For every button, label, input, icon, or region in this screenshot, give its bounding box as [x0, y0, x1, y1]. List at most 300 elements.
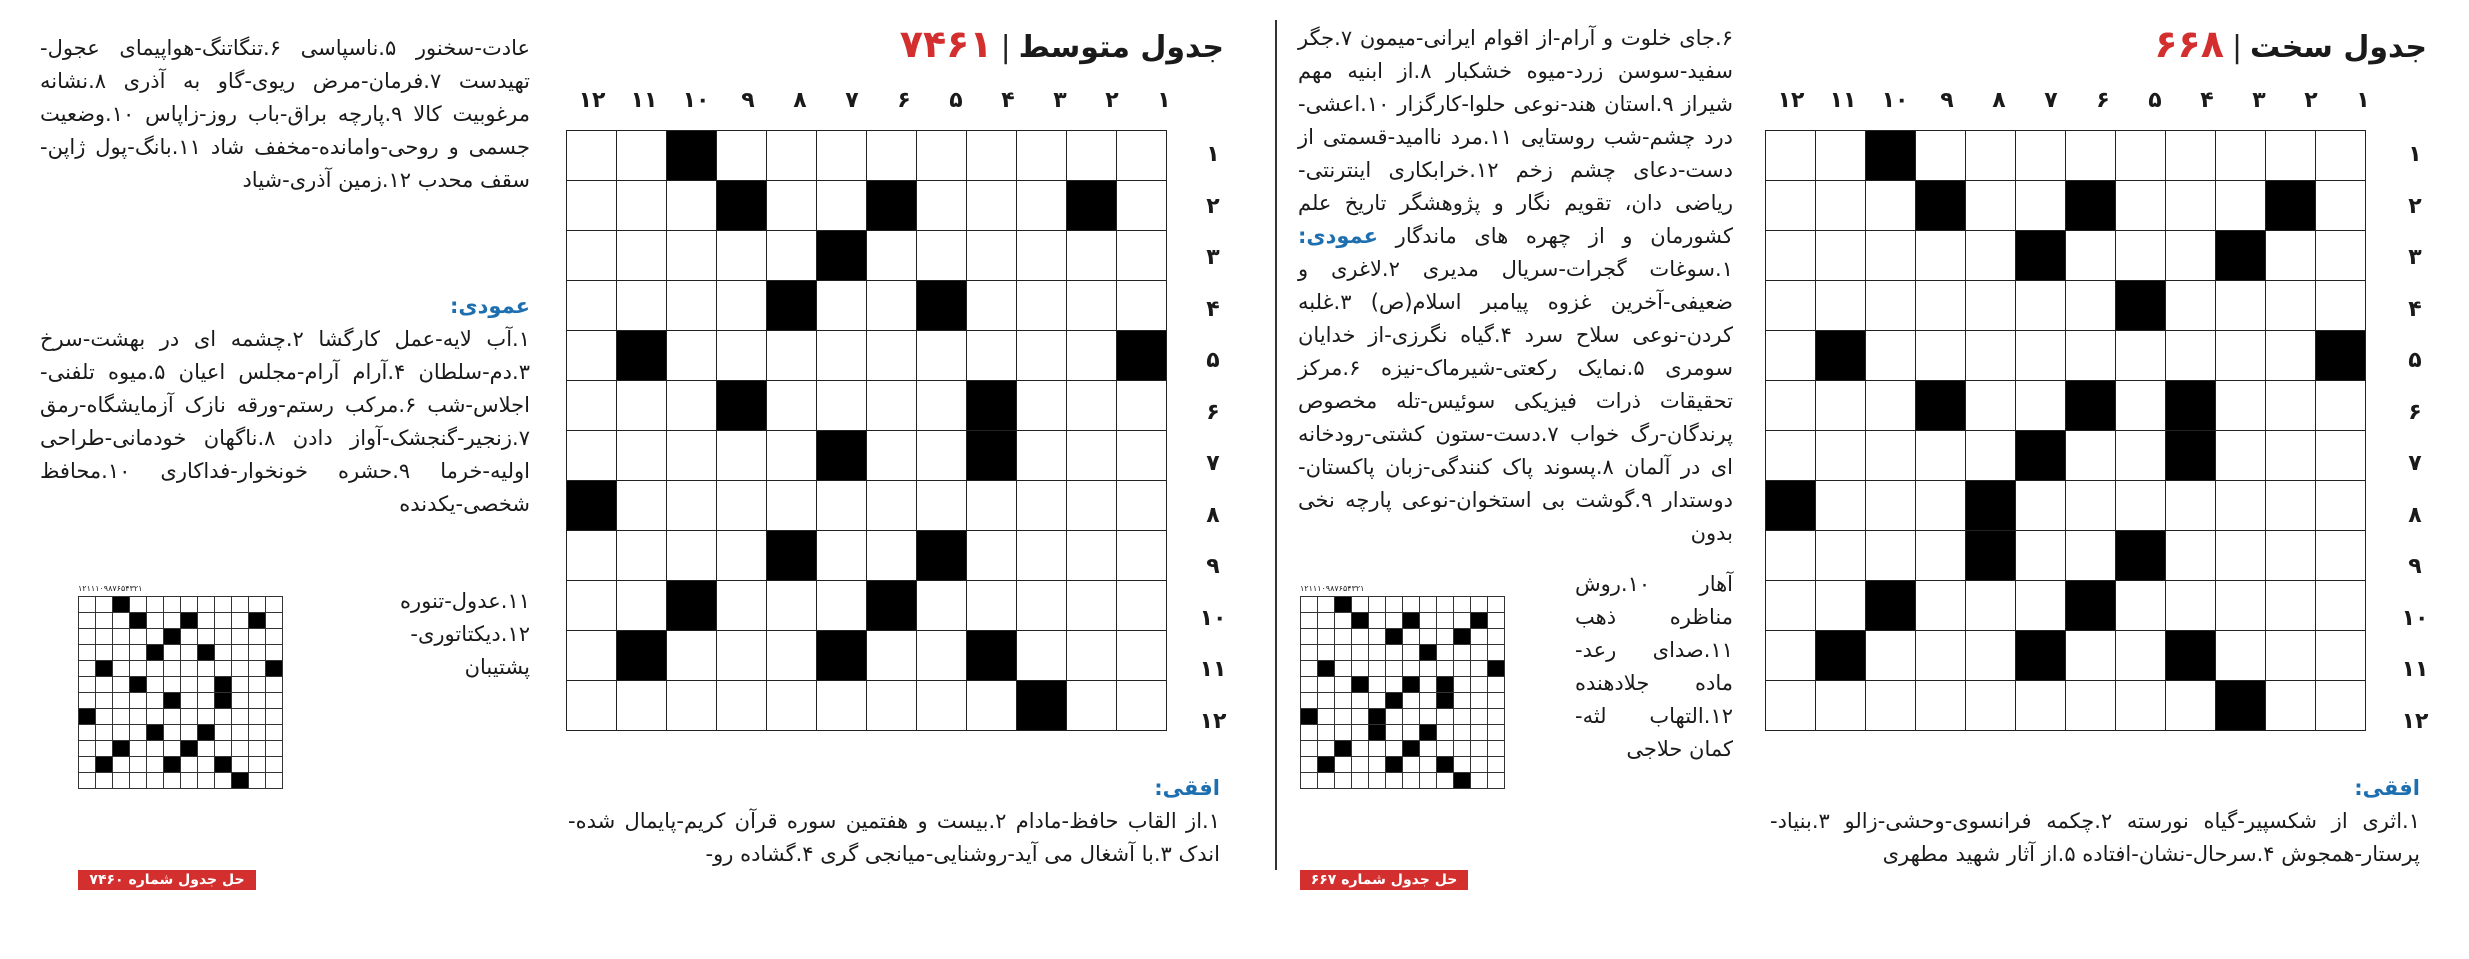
grid-cell[interactable] — [617, 231, 667, 281]
grid-cell[interactable] — [2016, 281, 2066, 331]
grid-cell[interactable] — [2216, 581, 2266, 631]
grid-cell[interactable] — [2266, 381, 2316, 431]
hard-crossword-grid[interactable] — [1765, 130, 2366, 731]
grid-cell[interactable] — [1117, 581, 1167, 631]
grid-cell[interactable] — [1866, 681, 1916, 731]
grid-cell[interactable] — [2066, 681, 2116, 731]
mini-cell — [1369, 661, 1386, 677]
grid-cell[interactable] — [817, 331, 867, 381]
grid-cell[interactable] — [967, 131, 1017, 181]
grid-cell[interactable] — [617, 131, 667, 181]
grid-cell[interactable] — [967, 281, 1017, 331]
grid-cell[interactable] — [1916, 281, 1966, 331]
grid-cell[interactable] — [567, 381, 617, 431]
mini-cell — [215, 741, 232, 757]
black-cell — [967, 431, 1017, 481]
grid-cell[interactable] — [617, 181, 667, 231]
grid-cell[interactable] — [1017, 431, 1067, 481]
grid-cell[interactable] — [1117, 681, 1167, 731]
grid-cell[interactable] — [2116, 481, 2166, 531]
grid-cell[interactable] — [667, 481, 717, 531]
grid-cell[interactable] — [1017, 581, 1067, 631]
grid-cell[interactable] — [2216, 381, 2266, 431]
grid-cell[interactable] — [1966, 331, 2016, 381]
grid-cell[interactable] — [817, 581, 867, 631]
grid-cell[interactable] — [1816, 381, 1866, 431]
mini-black-cell — [232, 773, 249, 789]
grid-cell[interactable] — [2266, 631, 2316, 681]
grid-cell[interactable] — [1017, 331, 1067, 381]
grid-cell[interactable] — [567, 331, 617, 381]
grid-cell[interactable] — [1067, 581, 1117, 631]
grid-cell[interactable] — [1766, 681, 1816, 731]
grid-cell[interactable] — [2066, 431, 2116, 481]
grid-cell[interactable] — [1017, 481, 1067, 531]
grid-cell[interactable] — [2316, 531, 2366, 581]
grid-cell[interactable] — [1766, 331, 1816, 381]
mini-cell — [1335, 645, 1352, 661]
grid-cell[interactable] — [1816, 131, 1866, 181]
mini-black-cell — [215, 693, 232, 709]
grid-cell[interactable] — [1117, 281, 1167, 331]
grid-cell[interactable] — [867, 481, 917, 531]
mini-cell — [198, 693, 215, 709]
grid-cell[interactable] — [667, 231, 717, 281]
grid-cell[interactable] — [1816, 681, 1866, 731]
grid-cell[interactable] — [2016, 531, 2066, 581]
grid-cell[interactable] — [2316, 281, 2366, 331]
grid-cell[interactable] — [1966, 231, 2016, 281]
grid-cell[interactable] — [617, 531, 667, 581]
mini-cell — [1471, 597, 1488, 613]
grid-cell[interactable] — [667, 381, 717, 431]
grid-cell[interactable] — [1916, 131, 1966, 181]
grid-cell[interactable] — [767, 181, 817, 231]
grid-cell[interactable] — [767, 481, 817, 531]
grid-cell[interactable] — [1117, 231, 1167, 281]
grid-cell[interactable] — [667, 681, 717, 731]
grid-cell[interactable] — [1816, 281, 1866, 331]
grid-cell[interactable] — [817, 181, 867, 231]
grid-cell[interactable] — [2216, 131, 2266, 181]
mini-cell — [1471, 677, 1488, 693]
mini-cell — [1437, 597, 1454, 613]
grid-cell[interactable] — [1017, 281, 1067, 331]
grid-cell[interactable] — [617, 481, 667, 531]
mini-row — [1301, 661, 1505, 677]
grid-cell[interactable] — [2116, 181, 2166, 231]
grid-cell[interactable] — [717, 131, 767, 181]
grid-cell[interactable] — [867, 131, 917, 181]
grid-cell[interactable] — [617, 431, 667, 481]
grid-cell[interactable] — [2066, 281, 2116, 331]
mini-cell — [1335, 773, 1352, 789]
grid-cell[interactable] — [1766, 381, 1816, 431]
grid-cell[interactable] — [1766, 531, 1816, 581]
grid-cell[interactable] — [1117, 481, 1167, 531]
mini-row — [79, 773, 283, 789]
grid-cell[interactable] — [1117, 431, 1167, 481]
black-cell — [867, 181, 917, 231]
grid-cell[interactable] — [1866, 381, 1916, 431]
mini-cell — [113, 661, 130, 677]
grid-cell[interactable] — [2166, 181, 2216, 231]
medium-solution-label: حل جدول شماره ۷۴۶۰ — [89, 872, 245, 888]
grid-cell[interactable] — [2116, 231, 2166, 281]
grid-cell[interactable] — [717, 581, 767, 631]
grid-cell[interactable] — [767, 681, 817, 731]
grid-cell[interactable] — [617, 381, 667, 431]
grid-cell[interactable] — [717, 481, 767, 531]
grid-cell[interactable] — [2316, 581, 2366, 631]
grid-cell[interactable] — [2316, 631, 2366, 681]
grid-cell[interactable] — [2266, 481, 2316, 531]
grid-cell[interactable] — [2116, 581, 2166, 631]
mini-cell — [79, 725, 96, 741]
grid-cell[interactable] — [1766, 281, 1816, 331]
grid-cell[interactable] — [617, 681, 667, 731]
black-cell — [917, 281, 967, 331]
grid-cell[interactable] — [2216, 331, 2266, 381]
mini-cell — [1301, 741, 1318, 757]
grid-cell[interactable] — [917, 631, 967, 681]
grid-cell[interactable] — [717, 231, 767, 281]
grid-cell[interactable] — [2016, 681, 2066, 731]
mini-cell — [198, 757, 215, 773]
grid-cell[interactable] — [817, 131, 867, 181]
grid-cell[interactable] — [2066, 131, 2116, 181]
grid-cell[interactable] — [1816, 581, 1866, 631]
grid-cell[interactable] — [867, 431, 917, 481]
grid-cell[interactable] — [1816, 531, 1866, 581]
mini-black-cell — [1403, 677, 1420, 693]
grid-cell[interactable] — [1067, 281, 1117, 331]
grid-cell[interactable] — [1117, 131, 1167, 181]
grid-cell[interactable] — [817, 281, 867, 331]
grid-cell[interactable] — [1017, 231, 1067, 281]
row-number: ۱ — [1206, 142, 1220, 167]
grid-cell[interactable] — [817, 681, 867, 731]
grid-cell[interactable] — [1017, 181, 1067, 231]
grid-cell[interactable] — [967, 681, 1017, 731]
grid-cell[interactable] — [1816, 181, 1866, 231]
grid-cell[interactable] — [1966, 631, 2016, 681]
mini-cell — [1420, 709, 1437, 725]
mini-row — [1301, 629, 1505, 645]
grid-cell[interactable] — [917, 581, 967, 631]
grid-cell[interactable] — [2316, 431, 2366, 481]
grid-cell[interactable] — [2266, 681, 2316, 731]
grid-cell[interactable] — [917, 331, 967, 381]
grid-cell[interactable] — [2316, 481, 2366, 531]
grid-cell[interactable] — [2266, 131, 2316, 181]
mini-cell — [1301, 629, 1318, 645]
medium-down-tail-text: ۱۱.عدول-تنوره ۱۲.دیکتاتوری-پشتیبان — [400, 589, 530, 679]
grid-cell[interactable] — [917, 231, 967, 281]
mini-cell — [130, 597, 147, 613]
mini-cell — [232, 613, 249, 629]
grid-cell[interactable] — [1067, 131, 1117, 181]
grid-cell[interactable] — [567, 431, 617, 481]
grid-cell[interactable] — [2116, 381, 2166, 431]
grid-cell[interactable] — [2166, 281, 2216, 331]
grid-cell[interactable] — [2116, 681, 2166, 731]
grid-cell[interactable] — [717, 681, 767, 731]
grid-cell[interactable] — [1766, 231, 1816, 281]
grid-cell[interactable] — [1766, 631, 1816, 681]
grid-cell[interactable] — [967, 481, 1017, 531]
column-number: ۵ — [2148, 88, 2162, 113]
column-number: ۷ — [845, 88, 859, 113]
grid-cell[interactable] — [2166, 581, 2216, 631]
grid-cell[interactable] — [1966, 431, 2016, 481]
mini-cell — [79, 645, 96, 661]
grid-cell[interactable] — [967, 231, 1017, 281]
grid-cell[interactable] — [1866, 181, 1916, 231]
grid-cell[interactable] — [2216, 631, 2266, 681]
grid-cell[interactable] — [1067, 531, 1117, 581]
grid-cell[interactable] — [2266, 231, 2316, 281]
grid-cell[interactable] — [1966, 131, 2016, 181]
grid-cell[interactable] — [567, 131, 617, 181]
grid-cell[interactable] — [2066, 231, 2116, 281]
grid-cell[interactable] — [2016, 131, 2066, 181]
grid-cell[interactable] — [717, 431, 767, 481]
grid-cell[interactable] — [817, 381, 867, 431]
grid-cell[interactable] — [767, 431, 817, 481]
black-cell — [1766, 481, 1816, 531]
grid-cell[interactable] — [717, 631, 767, 681]
grid-cell[interactable] — [617, 281, 667, 331]
grid-cell[interactable] — [1067, 231, 1117, 281]
grid-cell[interactable] — [2116, 631, 2166, 681]
grid-cell[interactable] — [567, 581, 617, 631]
grid-cell[interactable] — [2216, 481, 2266, 531]
mini-cell — [1335, 677, 1352, 693]
grid-cell[interactable] — [2166, 681, 2216, 731]
mini-cell — [113, 613, 130, 629]
grid-cell[interactable] — [1067, 331, 1117, 381]
grid-cell[interactable] — [1916, 581, 1966, 631]
grid-cell[interactable] — [2166, 481, 2216, 531]
grid-cell[interactable] — [1966, 681, 2016, 731]
grid-cell[interactable] — [1117, 631, 1167, 681]
grid-cell[interactable] — [867, 381, 917, 431]
grid-cell[interactable] — [1816, 481, 1866, 531]
grid-cell[interactable] — [567, 631, 617, 681]
grid-cell[interactable] — [1017, 131, 1067, 181]
grid-cell[interactable] — [1766, 181, 1816, 231]
grid-cell[interactable] — [1017, 381, 1067, 431]
grid-cell[interactable] — [1067, 381, 1117, 431]
grid-cell[interactable] — [2166, 131, 2216, 181]
grid-cell[interactable] — [567, 531, 617, 581]
grid-cell[interactable] — [2016, 481, 2066, 531]
grid-cell[interactable] — [2216, 431, 2266, 481]
grid-cell[interactable] — [1067, 431, 1117, 481]
grid-cell[interactable] — [1866, 531, 1916, 581]
grid-cell[interactable] — [867, 681, 917, 731]
column-number: ۱۰ — [1881, 88, 1909, 113]
grid-cell[interactable] — [767, 231, 817, 281]
grid-row — [567, 331, 1167, 381]
grid-cell[interactable] — [967, 181, 1017, 231]
grid-cell[interactable] — [1017, 631, 1067, 681]
grid-cell[interactable] — [867, 231, 917, 281]
grid-cell[interactable] — [917, 381, 967, 431]
grid-cell[interactable] — [967, 331, 1017, 381]
grid-cell[interactable] — [1916, 231, 1966, 281]
grid-cell[interactable] — [1766, 581, 1816, 631]
grid-cell[interactable] — [2016, 181, 2066, 231]
grid-cell[interactable] — [917, 181, 967, 231]
mini-cell — [215, 645, 232, 661]
grid-cell[interactable] — [2316, 381, 2366, 431]
grid-cell[interactable] — [1866, 431, 1916, 481]
grid-row — [1766, 431, 2366, 481]
grid-cell[interactable] — [2216, 181, 2266, 231]
grid-cell[interactable] — [917, 481, 967, 531]
mini-black-cell — [198, 725, 215, 741]
black-cell — [1816, 331, 1866, 381]
grid-cell[interactable] — [1916, 631, 1966, 681]
grid-cell[interactable] — [667, 431, 717, 481]
grid-cell[interactable] — [1766, 431, 1816, 481]
grid-cell[interactable] — [1916, 331, 1966, 381]
grid-cell[interactable] — [917, 681, 967, 731]
black-cell — [617, 331, 667, 381]
grid-cell[interactable] — [667, 331, 717, 381]
grid-cell[interactable] — [1966, 281, 2016, 331]
grid-cell[interactable] — [1866, 481, 1916, 531]
grid-cell[interactable] — [1916, 531, 1966, 581]
grid-cell[interactable] — [767, 131, 817, 181]
grid-cell[interactable] — [2166, 331, 2216, 381]
grid-cell[interactable] — [2016, 581, 2066, 631]
column-number: ۹ — [741, 88, 755, 113]
medium-crossword-grid[interactable] — [566, 130, 1167, 731]
grid-cell[interactable] — [1866, 231, 1916, 281]
grid-cell[interactable] — [2116, 431, 2166, 481]
grid-cell[interactable] — [2216, 281, 2266, 331]
grid-cell[interactable] — [1816, 431, 1866, 481]
grid-cell[interactable] — [1067, 631, 1117, 681]
grid-cell[interactable] — [1067, 481, 1117, 531]
grid-cell[interactable] — [767, 631, 817, 681]
grid-cell[interactable] — [667, 281, 717, 331]
grid-cell[interactable] — [767, 581, 817, 631]
grid-cell[interactable] — [1117, 531, 1167, 581]
grid-cell[interactable] — [1916, 431, 1966, 481]
hard-across-clues — [1770, 772, 2420, 871]
grid-cell[interactable] — [567, 231, 617, 281]
grid-cell[interactable] — [2266, 581, 2316, 631]
mini-cell — [164, 677, 181, 693]
grid-cell[interactable] — [1816, 231, 1866, 281]
mini-cell — [266, 773, 283, 789]
grid-cell[interactable] — [817, 481, 867, 531]
grid-cell[interactable] — [2116, 131, 2166, 181]
mini-cell — [164, 597, 181, 613]
grid-cell[interactable] — [1966, 581, 2016, 631]
grid-cell[interactable] — [1866, 281, 1916, 331]
grid-cell[interactable] — [817, 531, 867, 581]
mini-cell — [198, 597, 215, 613]
grid-cell[interactable] — [767, 381, 817, 431]
grid-cell[interactable] — [2216, 531, 2266, 581]
grid-cell[interactable] — [917, 131, 967, 181]
mini-cell — [164, 613, 181, 629]
grid-cell[interactable] — [2266, 431, 2316, 481]
grid-cell[interactable] — [867, 531, 917, 581]
grid-cell[interactable] — [2016, 331, 2066, 381]
grid-cell[interactable] — [967, 581, 1017, 631]
mini-black-cell — [215, 677, 232, 693]
grid-cell[interactable] — [2316, 131, 2366, 181]
grid-cell[interactable] — [1017, 531, 1067, 581]
grid-cell[interactable] — [1766, 131, 1816, 181]
grid-cell[interactable] — [617, 581, 667, 631]
grid-cell[interactable] — [1117, 181, 1167, 231]
grid-cell[interactable] — [2066, 631, 2116, 681]
grid-cell[interactable] — [2066, 531, 2116, 581]
mini-cell — [130, 661, 147, 677]
grid-cell[interactable] — [1067, 681, 1117, 731]
grid-cell[interactable] — [1966, 381, 2016, 431]
grid-cell[interactable] — [1916, 681, 1966, 731]
grid-cell[interactable] — [917, 431, 967, 481]
grid-cell[interactable] — [717, 281, 767, 331]
grid-cell[interactable] — [567, 681, 617, 731]
grid-cell[interactable] — [1866, 631, 1916, 681]
grid-cell[interactable] — [2166, 231, 2216, 281]
grid-cell[interactable] — [767, 331, 817, 381]
black-cell — [2216, 231, 2266, 281]
grid-cell[interactable] — [867, 281, 917, 331]
grid-cell[interactable] — [2266, 281, 2316, 331]
grid-cell[interactable] — [667, 181, 717, 231]
grid-cell[interactable] — [567, 281, 617, 331]
grid-cell[interactable] — [667, 631, 717, 681]
grid-cell[interactable] — [2266, 331, 2316, 381]
grid-cell[interactable] — [867, 331, 917, 381]
grid-cell[interactable] — [1866, 331, 1916, 381]
grid-cell[interactable] — [717, 331, 767, 381]
grid-cell[interactable] — [2066, 331, 2116, 381]
grid-cell[interactable] — [867, 631, 917, 681]
grid-cell[interactable] — [2116, 331, 2166, 381]
grid-cell[interactable] — [1117, 381, 1167, 431]
mini-row — [79, 629, 283, 645]
grid-cell[interactable] — [967, 531, 1017, 581]
grid-cell[interactable] — [2316, 681, 2366, 731]
grid-cell[interactable] — [2066, 481, 2116, 531]
grid-cell[interactable] — [2266, 531, 2316, 581]
grid-cell[interactable] — [2316, 231, 2366, 281]
grid-cell[interactable] — [567, 181, 617, 231]
grid-cell[interactable] — [2016, 381, 2066, 431]
hard-across-text: ۱.اثری از شکسپیر-گیاه نورسته ۲.چکمه فرانسوی-وحشی-زالو ۳.بنیاد-پرستار-همجوش ۴.سرحال-نشان-افتاده ۵.از آثار شهید مطهری — [1770, 809, 2420, 866]
grid-cell[interactable] — [1916, 481, 1966, 531]
grid-cell[interactable] — [2166, 531, 2216, 581]
mini-cell — [1369, 757, 1386, 773]
grid-cell[interactable] — [717, 531, 767, 581]
mini-cell — [1352, 757, 1369, 773]
mini-black-cell — [1403, 613, 1420, 629]
grid-cell[interactable] — [667, 531, 717, 581]
grid-cell[interactable] — [2316, 181, 2366, 231]
grid-cell[interactable] — [1966, 181, 2016, 231]
